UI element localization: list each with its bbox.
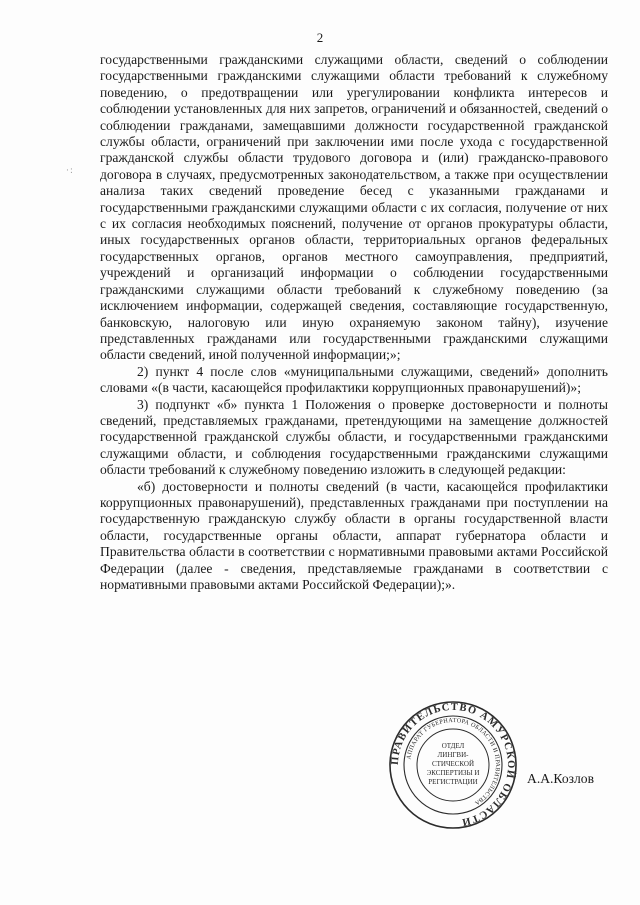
stamp-outer-text: ПРАВИТЕЛЬСТВО АМУРСКОЙ ОБЛАСТИ — [389, 701, 517, 828]
page-number: 2 — [316, 30, 324, 45]
signature-name: А.А.Козлов — [527, 771, 594, 786]
stamp-center-text — [427, 742, 480, 786]
paragraph: 3) подпункт «б» пункта 1 Положения о проверке достоверности и полноты сведений, представляемых гражданами, претендующими на замещение должностей государственной гражданской службы области, и государственными гражданскими служащими области, и соблюдения государственными гражданскими служащими области требований к служебному поведению изложить в следующей редакции: — [100, 396, 608, 478]
stamp-center-line: РЕГИСТРАЦИИ — [428, 778, 478, 786]
stamp-center-line: СТИЧЕСКОЙ — [431, 760, 475, 768]
stamp-center-line: ОТДЕЛ — [441, 742, 465, 750]
official-stamp — [388, 700, 518, 830]
paragraph: государственными гражданскими служащими области, сведений о соблюдении государственными гражданскими служащими области требований к служебному поведению, о предотвращении или урегулировании конфликта интересов и соблюдении установленных для них запретов, ограничений и обязанностей, сведений о соблюдении гражданами, замещавшими должности государственной гражданской службы области, ограничений при заключении ими после ухода с государственной гражданской службы области трудового договора и (или) гражданско-правового договора в случаях, предусмотренных законодательством, а также при осуществлении анализа таких сведений проведение бесед с указанными гражданами и государственными гражданскими служащими области с их согласия, получение от них с их согласия необходимых пояснений, получение от органов прокуратуры области, иных государственных органов области, территориальных органов федеральных государственных органов, органов местного самоуправления, предприятий, учреждений и организаций информации о соблюдении государственными гражданскими служащими области требований к служебному поведению (за исключением информации, содержащей сведения, составляющие государственную, банковскую, налоговую или иную охраняемую законом тайну), изучение представленных гражданами или государственными гражданскими служащими области сведений, иной полученной информации;»; — [100, 52, 608, 363]
stamp-center-line: ЭКСПЕРТИЗЫ И — [426, 769, 480, 777]
stamp-center-line: ЛИНГВИ- — [437, 751, 469, 759]
document-body — [100, 52, 608, 593]
stamp-inner-text: АППАРАТ ГУБЕРНАТОРА ОБЛАСТИ И ПРАВИТЕЛЬСТВА — [405, 716, 502, 807]
paragraph: 2) пункт 4 после слов «муниципальными служащими, сведений» дополнить словами «(в части, касающейся профилактики коррупционных правонарушений)»; — [100, 363, 608, 396]
paragraph: «б) достоверности и полноты сведений (в части, касающейся профилактики коррупционных правонарушений), представленных гражданами при поступлении на государственную гражданскую службу области в органы государственной власти области, государственные органы области, аппарат губернатора области и Правительства области в соответствии с нормативными правовыми актами Российской Федерации (далее - сведения, представляемые гражданами в соответствии с нормативными правовыми актами Российской Федерации);». — [100, 478, 608, 592]
margin-scan-mark: ·: — [66, 166, 74, 176]
